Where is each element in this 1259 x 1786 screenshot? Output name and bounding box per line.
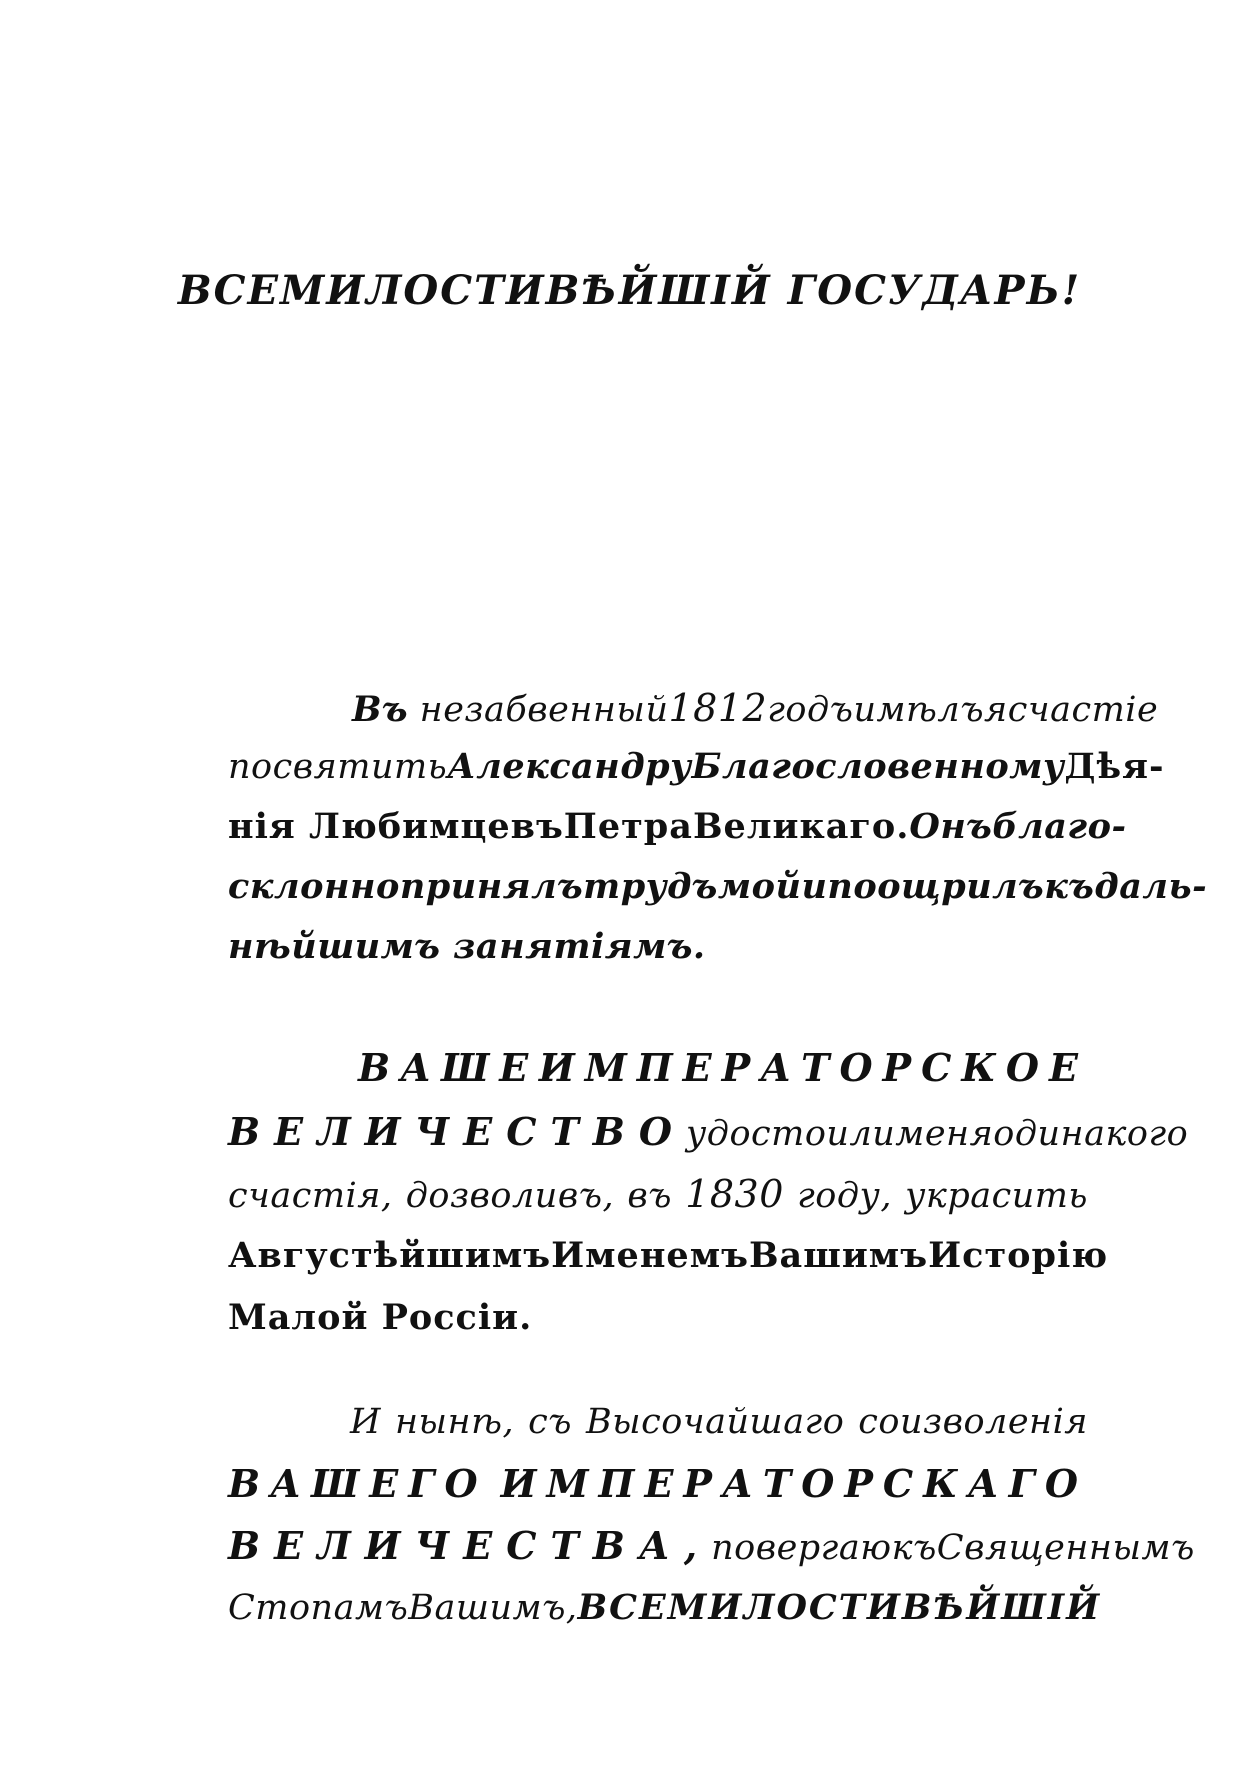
- word: ВАШЕГО: [228, 1461, 488, 1506]
- paragraph-2-line-1: [358, 1046, 1088, 1090]
- word: повергаю: [711, 1528, 892, 1568]
- word: съ: [528, 1402, 572, 1442]
- word: нія Любимцевъ: [228, 806, 564, 847]
- paragraph-1-line-5: [228, 925, 1088, 969]
- word: меня: [895, 1114, 994, 1154]
- word: ВЕЛИЧЕСТВО: [228, 1109, 686, 1154]
- paragraph-1-line-3: [228, 805, 1127, 849]
- word: ВЕЛИЧЕСТВА,: [228, 1523, 712, 1568]
- paragraph-3-line-4: [228, 1586, 1102, 1630]
- word: Александру: [447, 746, 692, 787]
- paragraph-2-line-4: [228, 1234, 1109, 1278]
- word: соизволенія: [858, 1402, 1088, 1442]
- word: ИМПЕРАТОРСКАГО: [500, 1461, 1088, 1506]
- word: благо-: [992, 806, 1127, 847]
- paragraph-2-line-2: [228, 1109, 1189, 1156]
- word: принялъ: [399, 866, 584, 907]
- paragraph-3-line-3: [228, 1523, 1195, 1570]
- word: и: [801, 866, 828, 907]
- word: поощрилъ: [827, 866, 1045, 907]
- word: Высочайшаго: [585, 1402, 845, 1442]
- word: дозволивъ,: [405, 1176, 615, 1216]
- word: склонно: [228, 866, 400, 907]
- word: Великаго.: [692, 806, 910, 847]
- word: Вашимъ,: [408, 1588, 578, 1628]
- paragraph-3-line-1: [350, 1400, 1088, 1444]
- word: трудъ: [583, 866, 718, 907]
- word: счастіе: [1007, 690, 1159, 730]
- year-1812: 1812: [668, 686, 768, 730]
- paragraph-1-line-2: [228, 745, 1165, 789]
- word: годъ: [767, 690, 854, 730]
- word: Онъ: [909, 806, 993, 847]
- page-heading: ВСЕМИЛОСТИВѢЙШІЙ ГОСУДАРЬ!: [177, 267, 1082, 314]
- word: даль-: [1094, 866, 1208, 907]
- word: Стопамъ: [228, 1588, 409, 1628]
- word: ВСЕМИЛОСТИВѢЙШІЙ: [577, 1587, 1102, 1628]
- word: году,: [797, 1176, 892, 1216]
- word: ИМПЕРАТОРСКОЕ: [538, 1045, 1088, 1090]
- paragraph-1-line-4: [228, 865, 1208, 909]
- word: одинакого: [993, 1114, 1189, 1154]
- paragraph-2-line-5: [228, 1296, 1088, 1340]
- word: Августѣйшимъ: [228, 1235, 552, 1276]
- word: нѣйшимъ занятіямъ.: [228, 926, 706, 967]
- word: Вашимъ: [748, 1235, 929, 1276]
- word: украсить: [905, 1176, 1088, 1216]
- word: Петра: [563, 806, 693, 847]
- word: Благословенному: [691, 746, 1065, 787]
- word: Священнымъ: [936, 1528, 1195, 1568]
- word: Именемъ: [551, 1235, 749, 1276]
- word: счастія,: [228, 1176, 393, 1216]
- word: Въ незабвенный: [352, 689, 669, 730]
- word: ВАШЕ: [358, 1045, 539, 1090]
- word: мой: [717, 866, 802, 907]
- word: я: [984, 690, 1008, 730]
- paragraph-1-line-1: [352, 686, 1159, 732]
- word: Малой Россіи.: [228, 1297, 533, 1338]
- word: къ: [1044, 866, 1095, 907]
- word: Исторію: [928, 1235, 1109, 1276]
- word: къ: [891, 1528, 937, 1568]
- paragraph-2-line-3: [228, 1172, 1088, 1218]
- paragraph-3-line-2: [228, 1462, 1088, 1506]
- word: нынѣ,: [394, 1402, 515, 1442]
- word: посвятить: [228, 747, 448, 787]
- word: удостоили: [686, 1114, 896, 1154]
- word: И: [350, 1402, 382, 1442]
- word: имѣлъ: [853, 690, 985, 730]
- year-1830: 1830: [685, 1172, 784, 1216]
- word: въ: [627, 1176, 673, 1216]
- word: Дѣя-: [1064, 746, 1165, 787]
